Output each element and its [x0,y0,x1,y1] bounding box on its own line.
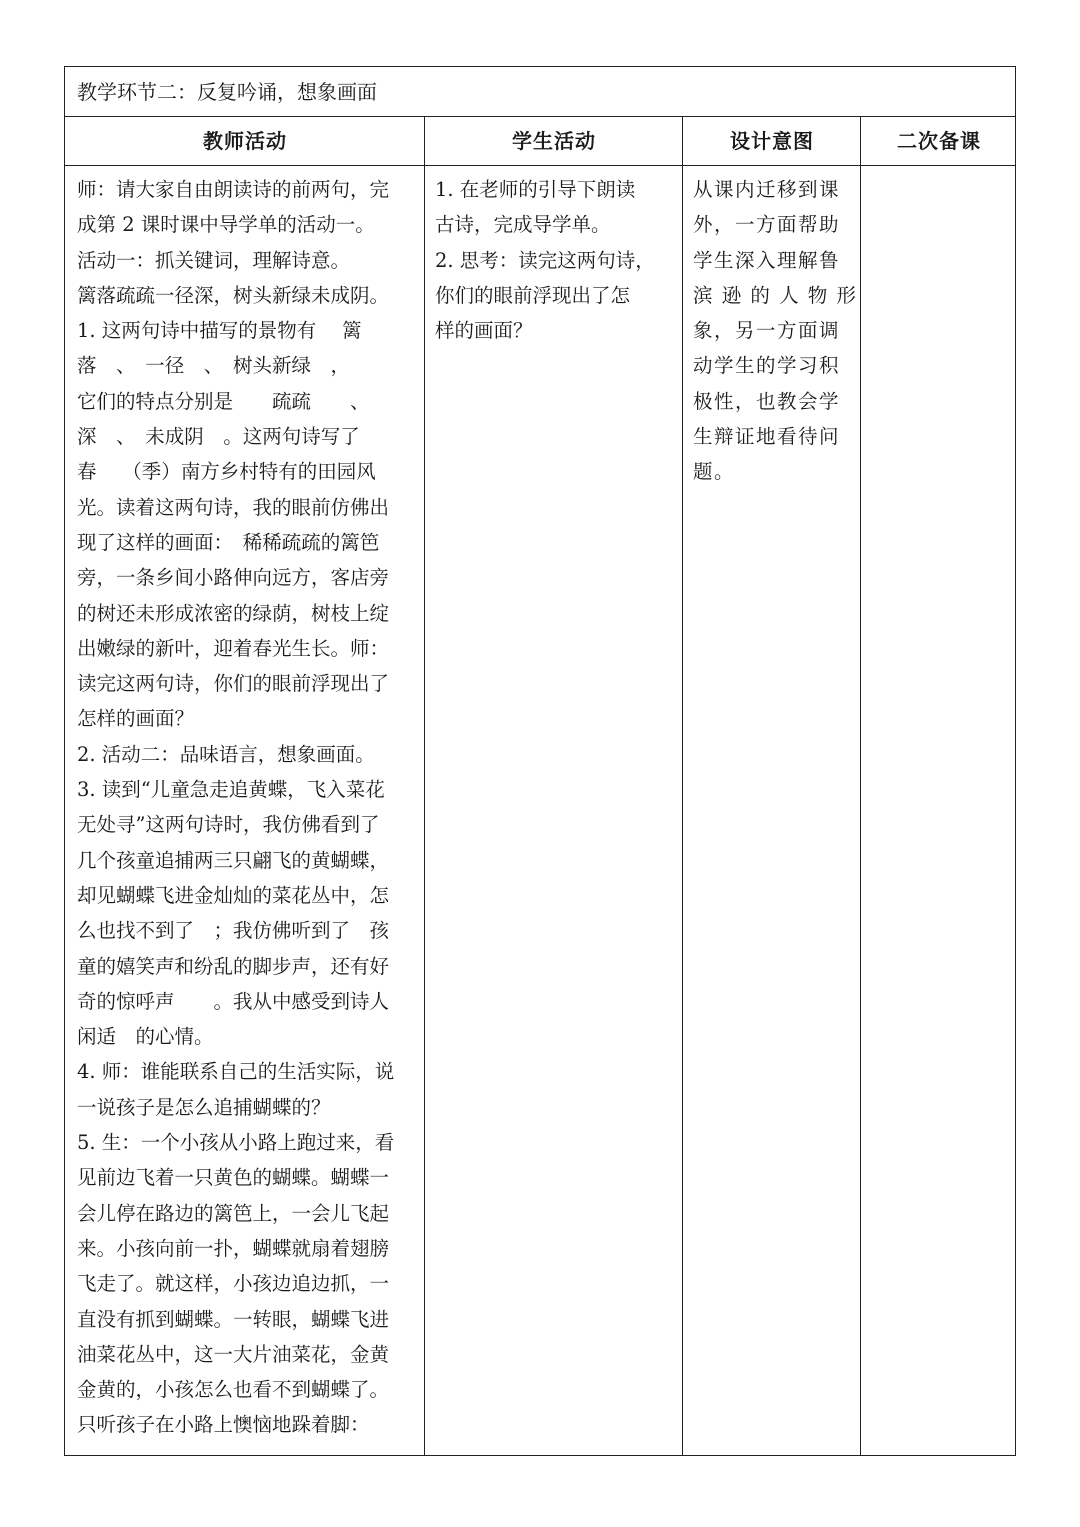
text-line: 4. 师：谁能联系自己的生活实际，说 [77,1060,395,1084]
text-line: 旁，一条乡间小路伸向远方，客店旁 [77,566,390,590]
text-line: 象，另一方面调 [693,319,841,343]
header-design-intent: 设计意图 [730,129,814,153]
text-line: 滨 逊 的 人 物 形 [693,283,858,307]
text-line: 一说孩子是怎么追捕蝴蝶的？ [77,1095,331,1119]
text-line: 春 （季）南方乡村特有的田园风 [77,460,376,484]
text-line: 飞走了。就这样，小孩边追边抓，一 [77,1272,390,1296]
text-line: 金黄的，小孩怎么也看不到蝴蝶了。 [77,1378,390,1402]
text-line: 直没有抓到蝴蝶。一转眼，蝴蝶飞进 [77,1307,390,1331]
text-line: 外，一方面帮助 [693,213,841,237]
text-line: 样的画面？ [435,319,533,343]
text-line: 童的嬉笑声和纷乱的脚步声，还有好 [77,954,390,978]
text-line: 深 、 未成阴 。这两句诗写了 [77,425,360,449]
text-line: 3. 读到“儿童急走追黄蝶，飞入菜花 [77,778,385,802]
text-line: 成第 2 课时课中导学单的活动一。 [77,213,375,237]
text-line: 却见蝴蝶飞进金灿灿的菜花丛中，怎 [77,883,390,907]
text-line: 5. 生：一个小孩从小路上跑过来，看 [77,1131,395,1155]
text-line: 活动一：抓关键词，理解诗意。 [77,248,351,272]
text-line: 它们的特点分别是 疏疏 、 [77,389,370,413]
text-line: 篱落疏疏一径深，树头新绿未成阴。 [77,283,390,307]
text-line: 落 、 一径 、 树头新绿 ， [77,354,351,378]
text-line: 只听孩子在小路上懊恼地跺着脚： [77,1413,370,1437]
text-line: 极性，也教会学 [693,389,841,413]
text-line: 读完这两句诗，你们的眼前浮现出了 [77,672,390,696]
text-line: 你们的眼前浮现出了怎 [435,283,631,307]
section-title: 教学环节二：反复吟诵，想象画面 [65,67,1015,117]
text-line: 现了这样的画面： 稀稀疏疏的篱笆 [77,530,380,554]
text-line: 题。 [693,460,736,484]
text-line: 从课内迁移到课 [693,178,841,201]
text-line: 无处寻”这两句诗时，我仿佛看到了 [77,813,380,837]
student-activity-cell [425,166,683,1455]
text-line: 光。读着这两句诗，我的眼前仿佛出 [77,495,390,519]
text-line: 奇的惊呼声 。我从中感受到诗人 [77,989,390,1013]
text-line: 2. 活动二：品味语言，想象画面。 [77,742,375,766]
text-line: 1. 这两句诗中描写的景物有 篱 [77,319,362,343]
text-line: 出嫩绿的新叶，迎着春光生长。师： [77,636,390,660]
text-line: 几个孩童追捕两三只翩飞的黄蝴蝶， [77,848,390,872]
text-line: 会儿停在路边的篱笆上，一会儿飞起 [77,1201,390,1225]
text-line: 生辩证地看待问 [693,425,841,449]
design-intent-cell [683,166,861,1455]
text-line: 来。小孩向前一扑，蝴蝶就扇着翅膀 [77,1236,390,1260]
lesson-plan-table [64,66,1016,1456]
text-line: 师：请大家自由朗读诗的前两句，完 [77,178,390,201]
text-line: 动学生的学习积 [693,354,841,378]
text-line: 见前边飞着一只黄色的蝴蝶。蝴蝶一 [77,1166,390,1190]
text-line: 1. 在老师的引导下朗读 [435,178,636,201]
table-header-row [65,117,1015,166]
text-line: 学生深入理解鲁 [693,248,841,272]
second-prep-cell [861,166,1017,1455]
text-line: 闲适 的心情。 [77,1025,214,1049]
header-student-activity: 学生活动 [512,129,596,153]
header-second-prep: 二次备课 [897,129,981,153]
teacher-activity-cell [65,166,425,1455]
text-line: 的树还未形成浓密的绿荫，树枝上绽 [77,601,390,625]
text-line: 油菜花丛中，这一大片油菜花，金黄 [77,1342,390,1366]
text-line: 古诗，完成导学单。 [435,213,611,237]
text-line: 么也找不到了 ；我仿佛听到了 孩 [77,919,390,943]
header-teacher-activity: 教师活动 [203,129,287,153]
text-line: 怎样的画面？ [77,707,195,731]
text-line: 2. 思考：读完这两句诗， [435,248,655,272]
